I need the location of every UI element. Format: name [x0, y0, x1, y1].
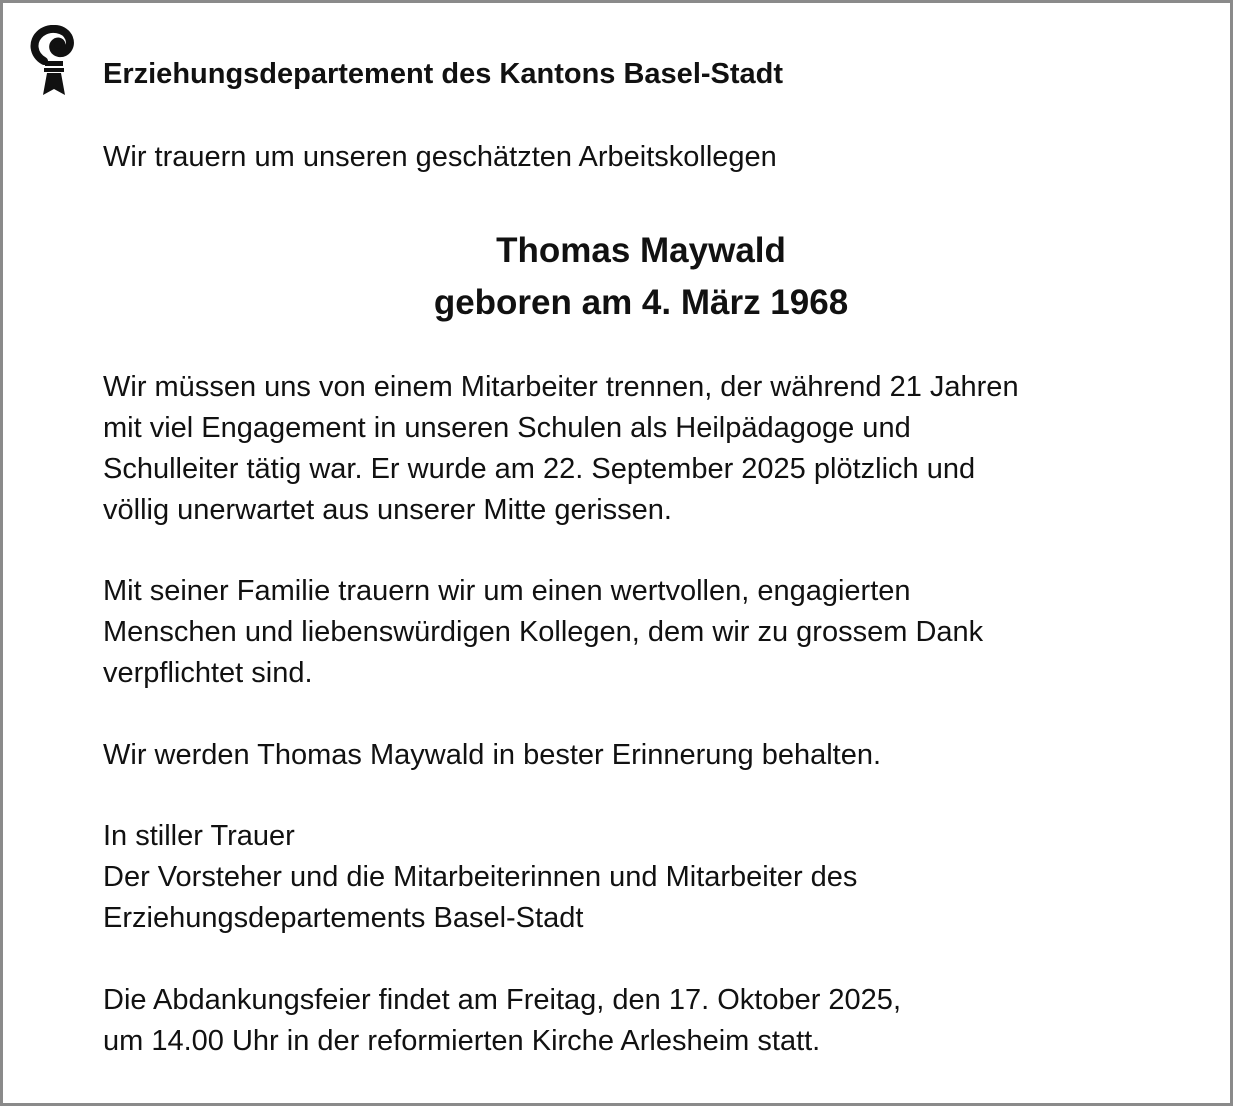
paragraph-line: mit viel Engagement in unseren Schulen als Heilpädagoge und — [103, 412, 911, 444]
birth-date: geboren am 4. März 1968 — [433, 283, 849, 322]
basel-staff-coat-of-arms-icon — [27, 25, 81, 101]
paragraph-line: Der Vorsteher und die Mitarbeiterinnen und Mitarbeiter des — [103, 861, 858, 893]
department-heading: Erziehungsdepartement des Kantons Basel-Stadt — [103, 58, 784, 90]
paragraph-signature — [103, 816, 857, 939]
deceased-block — [3, 225, 1233, 329]
paragraph-tribute — [103, 367, 1019, 531]
paragraph-line: Erziehungsdepartements Basel-Stadt — [103, 902, 584, 934]
paragraph-line: völlig unerwartet aus unserer Mitte gerissen. — [103, 494, 672, 526]
paragraph-condolence — [103, 571, 983, 694]
paragraph-line: verpflichtet sind. — [103, 657, 313, 689]
paragraph-memory — [103, 735, 881, 776]
paragraph-line: In stiller Trauer — [103, 820, 295, 852]
paragraph-line: Wir werden Thomas Maywald in bester Erinnerung behalten. — [103, 739, 882, 771]
paragraph-line: um 14.00 Uhr in der reformierten Kirche Arlesheim statt. — [103, 1025, 821, 1057]
paragraph-funeral-details — [103, 980, 901, 1062]
paragraph-line: Mit seiner Familie trauern wir um einen wertvollen, engagierten — [103, 575, 911, 607]
paragraph-line: Die Abdankungsfeier findet am Freitag, den 17. Oktober 2025, — [103, 984, 901, 1016]
paragraph-line: Schulleiter tätig war. Er wurde am 22. September 2025 plötzlich und — [103, 453, 976, 485]
deceased-name: Thomas Maywald — [496, 231, 786, 270]
paragraph-line: Menschen und liebenswürdigen Kollegen, dem wir zu grossem Dank — [103, 616, 984, 648]
intro-text: Wir trauern um unseren geschätzten Arbeitskollegen — [103, 141, 777, 173]
paragraph-line: Wir müssen uns von einem Mitarbeiter trennen, der während 21 Jahren — [103, 371, 1019, 403]
